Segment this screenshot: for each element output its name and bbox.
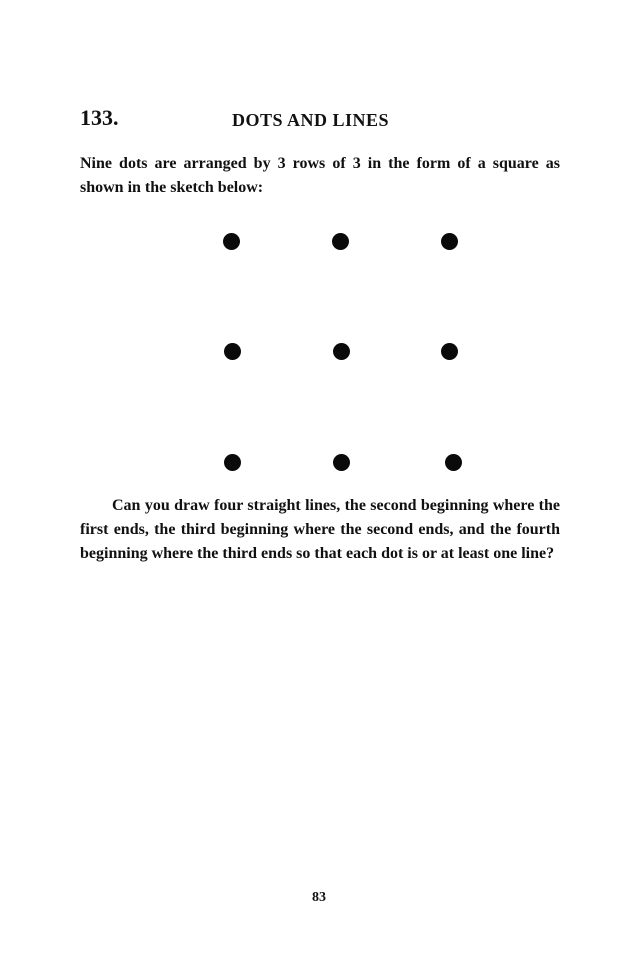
puzzle-number: 133.	[80, 105, 119, 130]
question-paragraph	[80, 494, 560, 566]
dot-r3-c3	[445, 454, 462, 471]
dot-r3-c2	[333, 454, 350, 471]
question-text: Can you draw four straight lines, the second beginning where the first ends, the third beginning where the second ends, and the fourth beginning where the third ends so that each dot is or at least one line?	[80, 497, 560, 562]
dot-r1-c1	[223, 233, 240, 250]
dot-r2-c1	[224, 343, 241, 360]
dot-r1-c3	[441, 233, 458, 250]
dot-r2-c3	[441, 343, 458, 360]
dot-r1-c2	[332, 233, 349, 250]
page-number: 83	[312, 890, 326, 905]
dot-r2-c2	[333, 343, 350, 360]
dot-r3-c1	[224, 454, 241, 471]
puzzle-title: DOTS AND LINES	[232, 110, 390, 130]
intro-paragraph: Nine dots are arranged by 3 rows of 3 in the form of a square as shown in the sketch below:	[80, 155, 560, 196]
